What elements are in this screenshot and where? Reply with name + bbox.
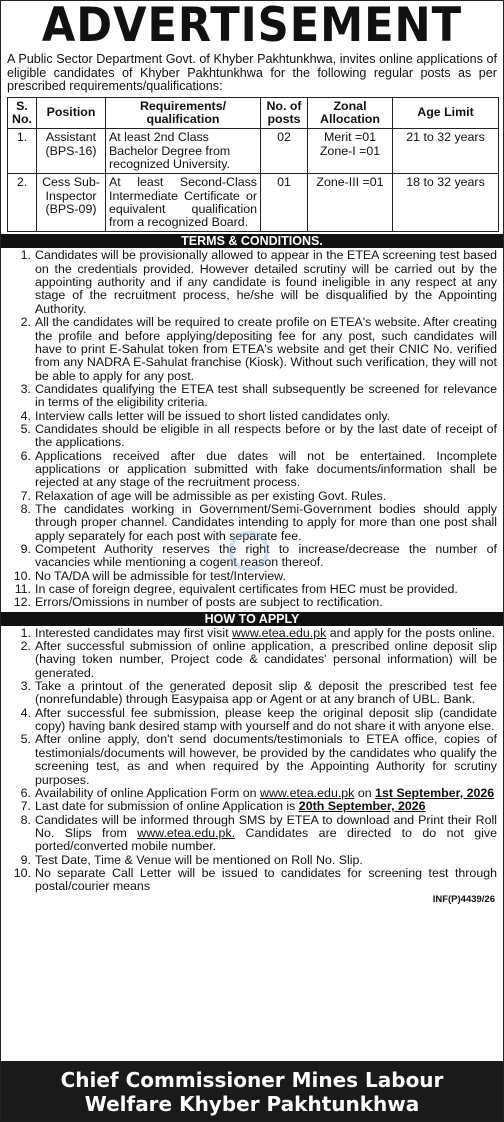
item-number: 9. bbox=[20, 852, 31, 867]
item-number: 12. bbox=[13, 595, 31, 610]
item-number: 8. bbox=[20, 501, 31, 516]
item-number: 4. bbox=[20, 705, 31, 720]
terms-heading: TERMS & CONDITIONS. bbox=[1, 234, 503, 248]
item-number: 5. bbox=[20, 732, 31, 747]
item-number: 5. bbox=[20, 421, 31, 436]
item-number: 7. bbox=[20, 488, 31, 503]
apply-item bbox=[7, 707, 497, 734]
terms-item bbox=[7, 383, 497, 410]
header-sno: S. No. bbox=[8, 97, 37, 129]
cell-qualification: At least Second-Class Intermediate Certificate or equivalent qualification from a recognized Board. bbox=[106, 174, 261, 232]
item-text bbox=[35, 640, 497, 680]
apply-item bbox=[7, 854, 497, 867]
cell-age: 18 to 32 years bbox=[393, 174, 499, 232]
deadline-date: 20th September, 2026 bbox=[298, 799, 426, 814]
terms-item bbox=[7, 570, 497, 583]
cell-zonal: Zone-III =01 bbox=[308, 174, 393, 232]
cell-zonal: Merit =01 Zone-I =01 bbox=[308, 129, 393, 174]
cell-posts: 02 bbox=[261, 129, 308, 174]
terms-item bbox=[7, 316, 497, 383]
terms-item bbox=[7, 583, 497, 596]
posts-table bbox=[7, 97, 499, 233]
item-text: Candidates qualifying the ETEA test shall subsequently be screened for relevance in terms of the eligibility criteria. bbox=[35, 381, 497, 410]
apply-item bbox=[7, 640, 497, 680]
terms-item bbox=[7, 423, 497, 450]
item-text: Competent Authority reserves the right to increase/decrease the number of vacancies while mentioning a cogent reason thereof. bbox=[35, 542, 497, 570]
cell-qualification: At least 2nd Class Bachelor Degree from recognized University. bbox=[106, 129, 261, 174]
apply-heading: HOW TO APPLY bbox=[1, 612, 503, 626]
item-number: 3. bbox=[20, 679, 31, 694]
item-text-part: After online apply, don't send documents/testimonials to ETEA office, copies of testimonials/documents will however, be provided by the candidates who qualify the screening test, as and when required by the Appointing Authority for scrutiny purposes. bbox=[35, 732, 497, 787]
item-text-part: Take a printout of the generated deposit slip & deposit the prescribed test fee (nonrefundable) through Easypaisa app or Agent or at any branch of UBL. Bank. bbox=[35, 679, 497, 707]
terms-item bbox=[7, 596, 497, 609]
terms-item bbox=[7, 410, 497, 423]
etea-website-link[interactable]: www.etea.edu.pk. bbox=[137, 825, 236, 840]
item-number: 1. bbox=[20, 248, 31, 263]
item-text-part: No separate Call Letter will be issued to candidates for screening test through postal/courier means bbox=[35, 865, 497, 894]
item-text bbox=[35, 800, 497, 813]
item-number: 2. bbox=[20, 315, 31, 330]
item-number: 8. bbox=[20, 812, 31, 827]
item-text-part: After successful fee submission, please keep the original deposit slip (candidate copy) having bank desired stamp with yourself and do not share it with anyone else. bbox=[35, 705, 497, 734]
item-text bbox=[35, 867, 497, 894]
table-row bbox=[8, 174, 499, 232]
etea-website-link[interactable]: www.etea.edu.pk bbox=[260, 785, 355, 800]
item-text: Candidates will be provisionally allowed to appear in the ETEA screening test based on the credentials provided. However detailed scrutiny will be carried out by the appointing authority and if any candidate is found ineligible in any respect at any stage of the recruitment process, he/she will be disqualified by the Appointing Authority. bbox=[35, 248, 497, 316]
item-text bbox=[35, 854, 497, 867]
header-posts: No. of posts bbox=[261, 97, 308, 129]
terms-item bbox=[7, 249, 497, 316]
cell-sno: 2. bbox=[8, 174, 37, 232]
intro-paragraph: A Public Sector Department Govt. of Khyber Pakhtunkhwa, invites online applications of eligible candidates of Khyber Pakhtunkhwa for the following regular posts as per prescribed requirements/qualifications: bbox=[7, 52, 497, 94]
apply-item bbox=[7, 733, 497, 786]
item-text: All the candidates will be required to create profile on ETEA's website. After creating the profile and before applying/depositing fee for any post, such candidates will have to print E-Sahulat token from ETEA's website and get their CNIC No. verified from any NADRA E-Sahulat franchise (Kiosk). Without such verification, they will not be able to apply for any post. bbox=[35, 315, 497, 383]
footer-band bbox=[1, 1061, 503, 1121]
cell-posts: 01 bbox=[261, 174, 308, 232]
page-title: ADVERTISEMENT bbox=[41, 0, 463, 53]
item-text-part: Last date for submission of online Application is bbox=[35, 799, 299, 814]
item-number: 10. bbox=[13, 568, 31, 583]
item-text-part: Candidates are directed to do not give ported/converted mobile number. bbox=[35, 825, 498, 854]
reference-code: INF(P)4439/26 bbox=[432, 893, 495, 905]
item-text-part: Test Date, Time & Venue will be mentioned on Roll No. Slip. bbox=[35, 852, 363, 867]
item-number: 4. bbox=[20, 408, 31, 423]
item-number: 1. bbox=[20, 625, 31, 640]
cell-position: Assistant (BPS-16) bbox=[37, 129, 106, 174]
apply-list bbox=[1, 627, 503, 894]
footer-line-2: Welfare Khyber Pakhtunkhwa bbox=[84, 1092, 420, 1116]
apply-item bbox=[7, 680, 497, 707]
item-text bbox=[35, 814, 497, 854]
header-age: Age Limit bbox=[393, 97, 499, 129]
item-text: Applications received after due dates will not be entertained. Incomplete applications or application submitted with fake documents/information shall be rejected at any stage of the recruitment process. bbox=[35, 448, 497, 490]
item-number: 9. bbox=[20, 542, 31, 557]
table-header-row bbox=[8, 97, 499, 129]
watermark-logo bbox=[229, 531, 269, 571]
apply-item bbox=[7, 814, 497, 854]
item-text: In case of foreign degree, equivalent certificates from HEC must be provided. bbox=[35, 582, 458, 597]
cell-age: 21 to 32 years bbox=[393, 129, 499, 174]
item-number: 10. bbox=[13, 865, 31, 880]
item-text: Candidates should be eligible in all respects before or by the last date of receipt of the applications. bbox=[35, 421, 497, 450]
item-number: 2. bbox=[20, 639, 31, 654]
item-number: 7. bbox=[20, 799, 31, 814]
header-position: Position bbox=[37, 97, 106, 129]
etea-website-link[interactable]: www.etea.edu.pk bbox=[231, 625, 327, 640]
item-text-part: and apply for the posts online. bbox=[326, 625, 496, 640]
deadline-date: 1st September, 2026 bbox=[375, 785, 495, 800]
item-text-part: Candidates will be informed through SMS by ETEA to download and Print their Roll No. Slips from bbox=[35, 812, 497, 840]
item-text: Interview calls letter will be issued to short listed candidates only. bbox=[35, 408, 391, 423]
item-text bbox=[35, 733, 497, 786]
apply-item bbox=[7, 787, 497, 800]
cell-position: Cess Sub-Inspector (BPS-09) bbox=[37, 174, 106, 232]
item-number: 6. bbox=[20, 785, 31, 800]
terms-item bbox=[7, 450, 497, 490]
table-row bbox=[8, 129, 499, 174]
apply-item bbox=[7, 867, 497, 894]
apply-item bbox=[7, 627, 497, 640]
header-zonal: Zonal Allocation bbox=[308, 97, 393, 129]
item-text: The candidates working in Government/Semi-Government bodies should apply through proper channel. Candidates intending to apply for more than one post shall apply separately for each post with separate fee. bbox=[35, 501, 497, 543]
cell-sno: 1. bbox=[8, 129, 37, 174]
footer-line-1: Chief Commissioner Mines Labour bbox=[60, 1068, 444, 1092]
terms-item bbox=[7, 490, 497, 503]
item-text-part: Interested candidates may first visit bbox=[35, 625, 232, 640]
item-number: 3. bbox=[20, 381, 31, 396]
item-text: Errors/Omissions in number of posts are subject to rectification. bbox=[35, 595, 383, 610]
item-text bbox=[35, 787, 497, 800]
item-text-part: Availability of online Application Form on bbox=[35, 785, 260, 800]
item-number: 6. bbox=[20, 448, 31, 463]
item-text-part: on bbox=[354, 785, 376, 800]
item-text bbox=[35, 627, 497, 640]
apply-item bbox=[7, 800, 497, 813]
item-text: No TA/DA will be admissible for test/Interview. bbox=[35, 568, 286, 583]
item-text-part: After successful submission of online application, a prescribed online deposit slip (having token number, Project code & candidates' personal information) will be generated. bbox=[35, 639, 497, 680]
item-text bbox=[35, 680, 497, 707]
item-text bbox=[35, 707, 497, 734]
header-qualification: Requirements/ qualification bbox=[106, 97, 261, 129]
item-text: Relaxation of age will be admissible as per existing Govt. Rules. bbox=[35, 488, 387, 503]
item-number: 11. bbox=[14, 582, 31, 597]
